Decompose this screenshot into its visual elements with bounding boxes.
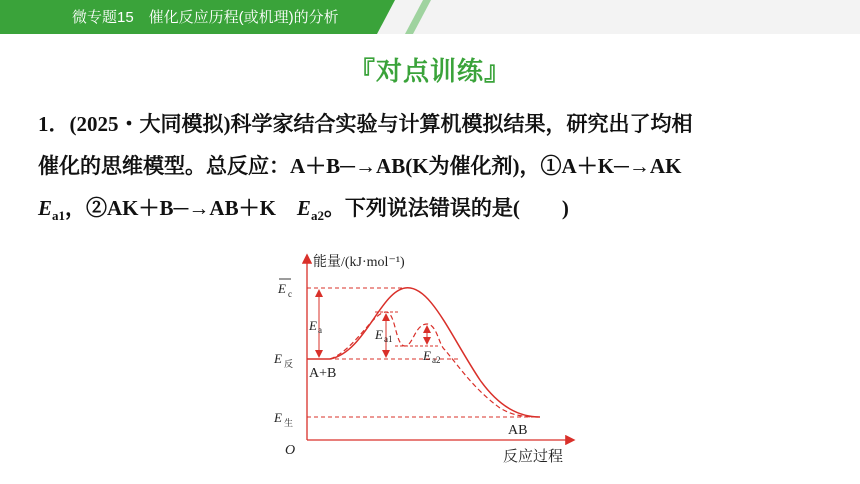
- energy-diagram-svg: [255, 240, 585, 472]
- question-line-1: 1．(2025・大同模拟)科学家结合实验与计算机模拟结果，研究出了均相: [38, 112, 693, 136]
- svg-text:a1: a1: [384, 334, 393, 344]
- svg-text:E: E: [423, 348, 431, 363]
- svg-text:E: E: [274, 351, 282, 366]
- svg-text:a2: a2: [432, 355, 441, 365]
- reactants-label: A+B: [309, 366, 337, 381]
- x-axis-label: 反应过程: [503, 449, 564, 465]
- product-label: AB: [508, 423, 528, 438]
- header-topic: 微专题15 催化反应历程(或机理)的分析: [72, 9, 339, 26]
- ea2-symbol: E: [296, 196, 311, 220]
- reaction-2-text: ，②AK＋B─→AB＋K: [65, 196, 297, 220]
- energy-diagram: [255, 240, 585, 472]
- svg-text:E: E: [309, 318, 317, 333]
- question-line-3: [38, 187, 838, 237]
- ea2-subscript: a2: [310, 208, 324, 223]
- efan-label: [273, 351, 293, 369]
- svg-text:E: E: [278, 281, 286, 296]
- ea1-subscript: a1: [52, 208, 66, 223]
- ec-label: [277, 279, 292, 299]
- section-title: 『对点训练』: [348, 57, 511, 87]
- svg-text:c: c: [288, 289, 292, 299]
- ea-label: [308, 318, 322, 335]
- svg-text:反: 反: [284, 359, 294, 369]
- ea2-label: [422, 348, 441, 365]
- svg-text:E: E: [274, 410, 282, 425]
- origin-label: O: [285, 443, 296, 458]
- esheng-label: [273, 410, 293, 428]
- question-prompt: 。下列说法错误的是( ): [323, 196, 569, 220]
- header-bar: [0, 0, 860, 34]
- svg-text:生: 生: [284, 418, 294, 428]
- ea1-symbol: E: [38, 196, 53, 220]
- ea1-label: [374, 327, 393, 344]
- svg-text:E: E: [375, 327, 383, 342]
- y-axis-label: 能量/(kJ·mol⁻¹): [313, 255, 405, 270]
- svg-text:a: a: [318, 325, 322, 335]
- question-line-2: 催化的思维模型。总反应：A＋B─→AB(K为催化剂)，①A＋K─→AK: [38, 154, 682, 178]
